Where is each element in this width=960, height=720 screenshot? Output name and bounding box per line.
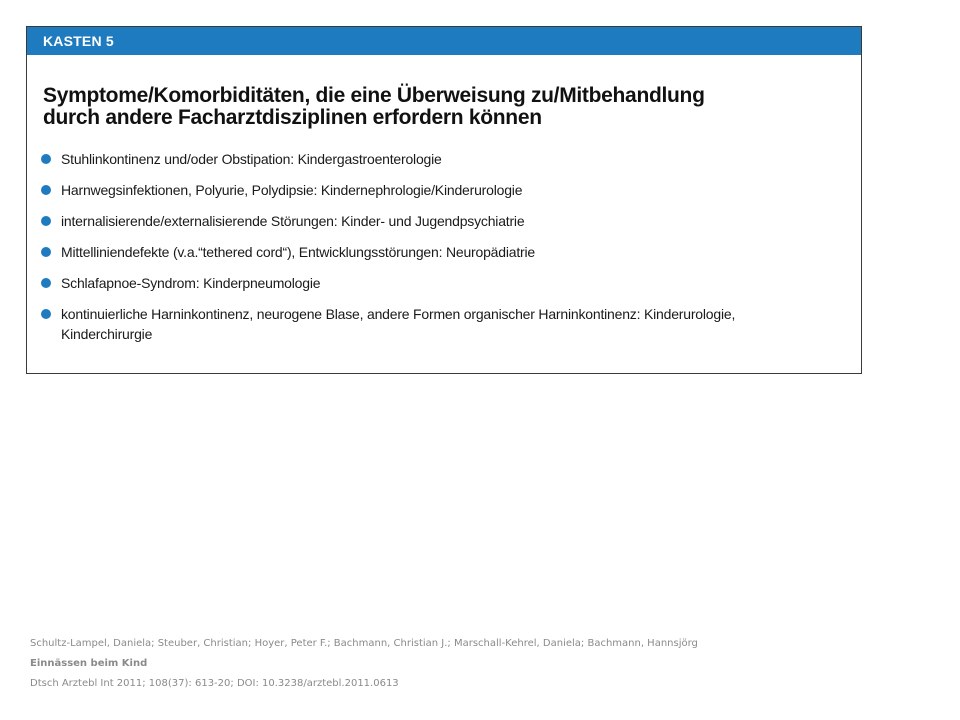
list-item (41, 211, 821, 231)
citation-authors: Schultz-Lampel, Daniela; Steuber, Christian; Hoyer, Peter F.; Bachmann, Christian J.; Marschall-Kehrel, Daniela; Bachmann, Hannsjörg (30, 638, 698, 649)
list-item (41, 180, 821, 200)
list-item-text: kontinuierliche Harninkontinenz, neurogene Blase, andere Formen organischer Harninkontinenz: Kinderurologie, Kinderchirurgie (61, 306, 736, 342)
list-item (41, 149, 821, 169)
info-box (26, 26, 862, 374)
list-item-text: Stuhlinkontinenz und/oder Obstipation: Kindergastroenterologie (61, 151, 442, 167)
list-item-text: Mittelliniendefekte (v.a.“tethered cord“), Entwicklungsstörungen: Neuropädiatrie (61, 244, 535, 260)
list-item-text: internalisierende/externalisierende Störungen: Kinder- und Jugendpsychiatrie (61, 213, 525, 229)
list-item (41, 273, 821, 293)
citation (30, 634, 698, 694)
citation-title: Einnässen beim Kind (30, 658, 148, 669)
citation-source: Dtsch Arztebl Int 2011; 108(37): 613-20; DOI: 10.3238/arztebl.2011.0613 (30, 678, 399, 689)
bullet-icon (41, 278, 51, 288)
list-item (41, 304, 821, 344)
bullet-icon (41, 247, 51, 257)
box-title-line-2: durch andere Facharztdisziplinen erfordern können (43, 106, 542, 129)
bullet-icon (41, 185, 51, 195)
bullet-icon (41, 154, 51, 164)
list-item (41, 242, 821, 262)
bullet-icon (41, 309, 51, 319)
list-item-text: Schlafapnoe-Syndrom: Kinderpneumologie (61, 275, 321, 291)
referral-list (41, 149, 821, 344)
box-title (43, 85, 803, 129)
box-header: KASTEN 5 (27, 27, 861, 55)
box-title-line-1: Symptome/Komorbiditäten, die eine Überweisung zu/Mitbehandlung (43, 84, 705, 107)
bullet-icon (41, 216, 51, 226)
list-item-text: Harnwegsinfektionen, Polyurie, Polydipsie: Kindernephrologie/Kinderurologie (61, 182, 523, 198)
